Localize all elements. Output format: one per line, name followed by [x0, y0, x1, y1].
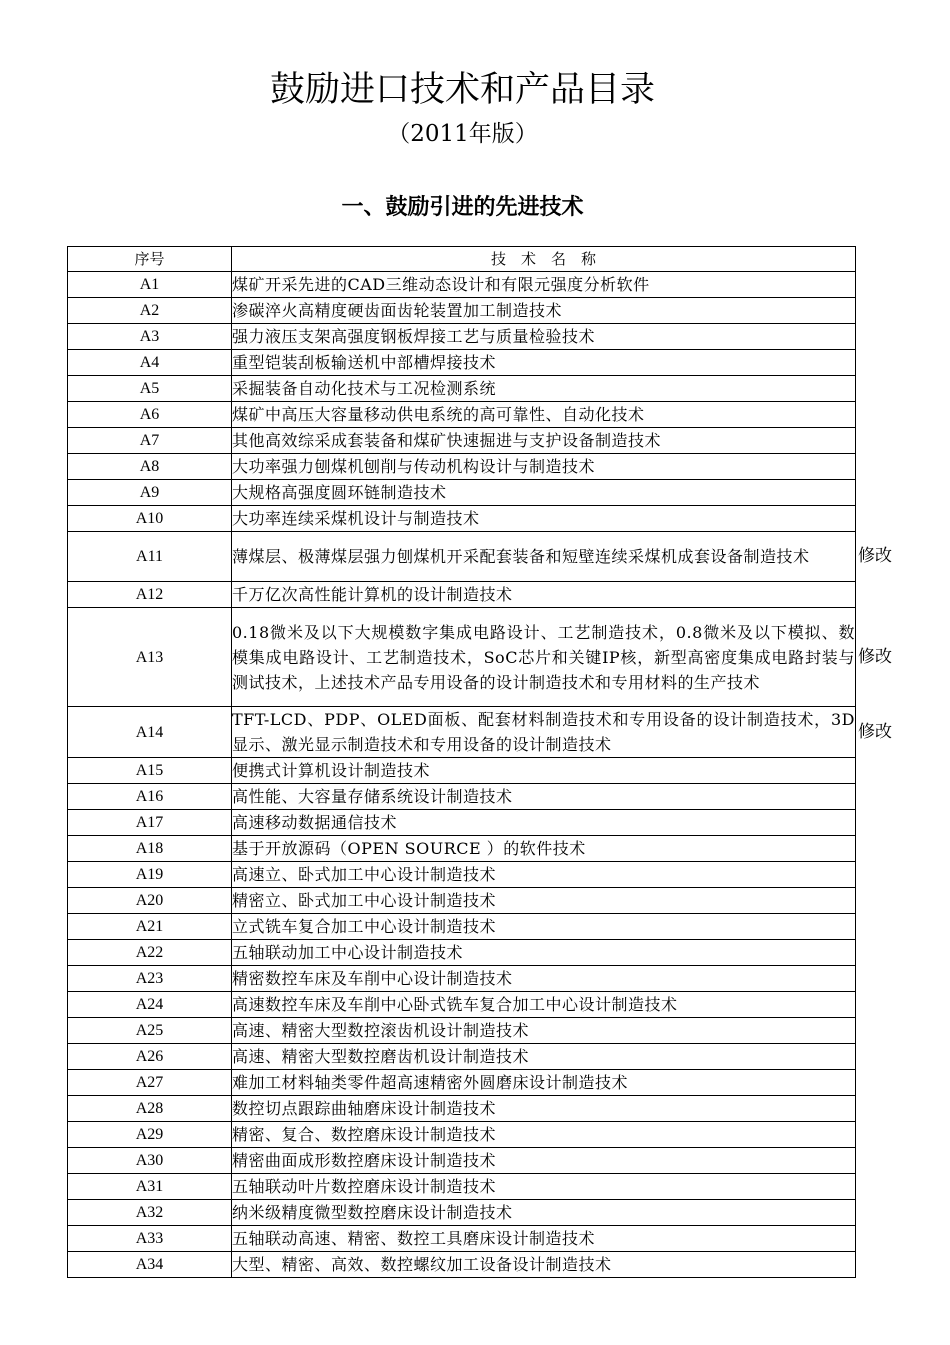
row-code: A32: [68, 1200, 232, 1226]
table-row: [68, 532, 856, 582]
row-code: A10: [68, 506, 232, 532]
table-row: [68, 1044, 856, 1070]
table-row: [68, 914, 856, 940]
table-row: [68, 454, 856, 480]
row-code: A16: [68, 784, 232, 810]
row-name: 五轴联动叶片数控磨床设计制造技术: [232, 1174, 856, 1200]
table-row: [68, 992, 856, 1018]
row-code: A15: [68, 758, 232, 784]
row-code: A28: [68, 1096, 232, 1122]
table-row: [68, 298, 856, 324]
row-code: A34: [68, 1252, 232, 1278]
row-name: 0.18微米及以下大规模数字集成电路设计、工艺制造技术，0.8微米及以下模拟、数模集成电路设计、工艺制造技术，SoC芯片和关键IP核，新型高密度集成电路封装与测试技术，上述技术产品专用设备的设计制造技术和专用材料的生产技术: [232, 608, 856, 707]
table-row: [68, 862, 856, 888]
table-header-row: [68, 247, 856, 272]
row-name: 采掘装备自动化技术与工况检测系统: [232, 376, 856, 402]
document-title: 鼓励进口技术和产品目录: [269, 70, 655, 110]
row-code: A13: [68, 608, 232, 707]
row-name: 五轴联动加工中心设计制造技术: [232, 940, 856, 966]
header-name: 技 术 名 称: [232, 247, 856, 272]
row-name: 精密数控车床及车削中心设计制造技术: [232, 966, 856, 992]
row-code: A26: [68, 1044, 232, 1070]
row-note: 修改: [858, 646, 892, 667]
table-row: [68, 1148, 856, 1174]
table-row: [68, 758, 856, 784]
row-code: A31: [68, 1174, 232, 1200]
table-row: [68, 1174, 856, 1200]
document-subtitle: （2011年版）: [387, 121, 538, 147]
row-code: A1: [68, 272, 232, 298]
row-code: A18: [68, 836, 232, 862]
row-name: 渗碳淬火高精度硬齿面齿轮装置加工制造技术: [232, 298, 856, 324]
row-code: A27: [68, 1070, 232, 1096]
row-code: A33: [68, 1226, 232, 1252]
table-row: [68, 608, 856, 707]
row-code: A29: [68, 1122, 232, 1148]
header-code: 序号: [68, 247, 232, 272]
row-name: 精密曲面成形数控磨床设计制造技术: [232, 1148, 856, 1174]
row-code: A21: [68, 914, 232, 940]
row-code: A19: [68, 862, 232, 888]
table-row: [68, 707, 856, 758]
row-name: 千万亿次高性能计算机的设计制造技术: [232, 582, 856, 608]
table-body: [68, 272, 856, 1278]
row-name: 五轴联动高速、精密、数控工具磨床设计制造技术: [232, 1226, 856, 1252]
table-row: [68, 582, 856, 608]
table-row: [68, 350, 856, 376]
row-code: A23: [68, 966, 232, 992]
row-note: 修改: [858, 721, 892, 742]
row-code: A11: [68, 532, 232, 582]
table-row: [68, 1252, 856, 1278]
table-row: [68, 402, 856, 428]
row-name: 煤矿中高压大容量移动供电系统的高可靠性、自动化技术: [232, 402, 856, 428]
row-name: 高速数控车床及车削中心卧式铣车复合加工中心设计制造技术: [232, 992, 856, 1018]
row-code: A17: [68, 810, 232, 836]
table-row: [68, 376, 856, 402]
table-row: [68, 888, 856, 914]
row-name: 煤矿开采先进的CAD三维动态设计和有限元强度分析软件: [232, 272, 856, 298]
table-row: [68, 836, 856, 862]
table-row: [68, 1122, 856, 1148]
table-row: [68, 1070, 856, 1096]
table-row: [68, 1200, 856, 1226]
row-name: 便携式计算机设计制造技术: [232, 758, 856, 784]
row-name: 高速移动数据通信技术: [232, 810, 856, 836]
row-code: A20: [68, 888, 232, 914]
row-name: 高速、精密大型数控磨齿机设计制造技术: [232, 1044, 856, 1070]
row-name: 重型铠装刮板输送机中部槽焊接技术: [232, 350, 856, 376]
row-code: A14: [68, 707, 232, 758]
row-code: A2: [68, 298, 232, 324]
row-name: 纳米级精度微型数控磨床设计制造技术: [232, 1200, 856, 1226]
table-row: [68, 784, 856, 810]
row-name: TFT-LCD、PDP、OLED面板、配套材料制造技术和专用设备的设计制造技术，3D显示、激光显示制造技术和专用设备的设计制造技术: [232, 707, 856, 758]
row-name: 大功率连续采煤机设计与制造技术: [232, 506, 856, 532]
row-name: 强力液压支架高强度钢板焊接工艺与质量检验技术: [232, 324, 856, 350]
row-note: 修改: [858, 546, 892, 566]
row-code: A12: [68, 582, 232, 608]
row-code: A24: [68, 992, 232, 1018]
row-name: 大规格高强度圆环链制造技术: [232, 480, 856, 506]
row-name: 难加工材料轴类零件超高速精密外圆磨床设计制造技术: [232, 1070, 856, 1096]
row-name: 精密、复合、数控磨床设计制造技术: [232, 1122, 856, 1148]
table-row: [68, 324, 856, 350]
row-name: 大型、精密、高效、数控螺纹加工设备设计制造技术: [232, 1252, 856, 1278]
table-row: [68, 506, 856, 532]
row-name: 精密立、卧式加工中心设计制造技术: [232, 888, 856, 914]
table-row: [68, 272, 856, 298]
row-name: 数控切点跟踪曲轴磨床设计制造技术: [232, 1096, 856, 1122]
row-name: 立式铣车复合加工中心设计制造技术: [232, 914, 856, 940]
row-name: 基于开放源码（OPEN SOURCE ）的软件技术: [232, 836, 856, 862]
row-name: 高速、精密大型数控滚齿机设计制造技术: [232, 1018, 856, 1044]
section-heading: 一、鼓励引进的先进技术: [341, 195, 584, 220]
table-row: [68, 810, 856, 836]
table-row: [68, 1096, 856, 1122]
table-row: [68, 940, 856, 966]
row-code: A25: [68, 1018, 232, 1044]
row-name: 高性能、大容量存储系统设计制造技术: [232, 784, 856, 810]
table-row: [68, 966, 856, 992]
row-name: 大功率强力刨煤机刨削与传动机构设计与制造技术: [232, 454, 856, 480]
row-code: A30: [68, 1148, 232, 1174]
table-row: [68, 1226, 856, 1252]
table-row: [68, 1018, 856, 1044]
row-name: 其他高效综采成套装备和煤矿快速掘进与支护设备制造技术: [232, 428, 856, 454]
row-code: A6: [68, 402, 232, 428]
row-name: 薄煤层、极薄煤层强力刨煤机开采配套装备和短壁连续采煤机成套设备制造技术: [232, 532, 856, 582]
row-name: 高速立、卧式加工中心设计制造技术: [232, 862, 856, 888]
row-code: A9: [68, 480, 232, 506]
row-code: A8: [68, 454, 232, 480]
row-code: A5: [68, 376, 232, 402]
row-code: A7: [68, 428, 232, 454]
row-code: A4: [68, 350, 232, 376]
table-row: [68, 428, 856, 454]
technology-table: [67, 246, 856, 1278]
row-code: A22: [68, 940, 232, 966]
row-code: A3: [68, 324, 232, 350]
table-row: [68, 480, 856, 506]
